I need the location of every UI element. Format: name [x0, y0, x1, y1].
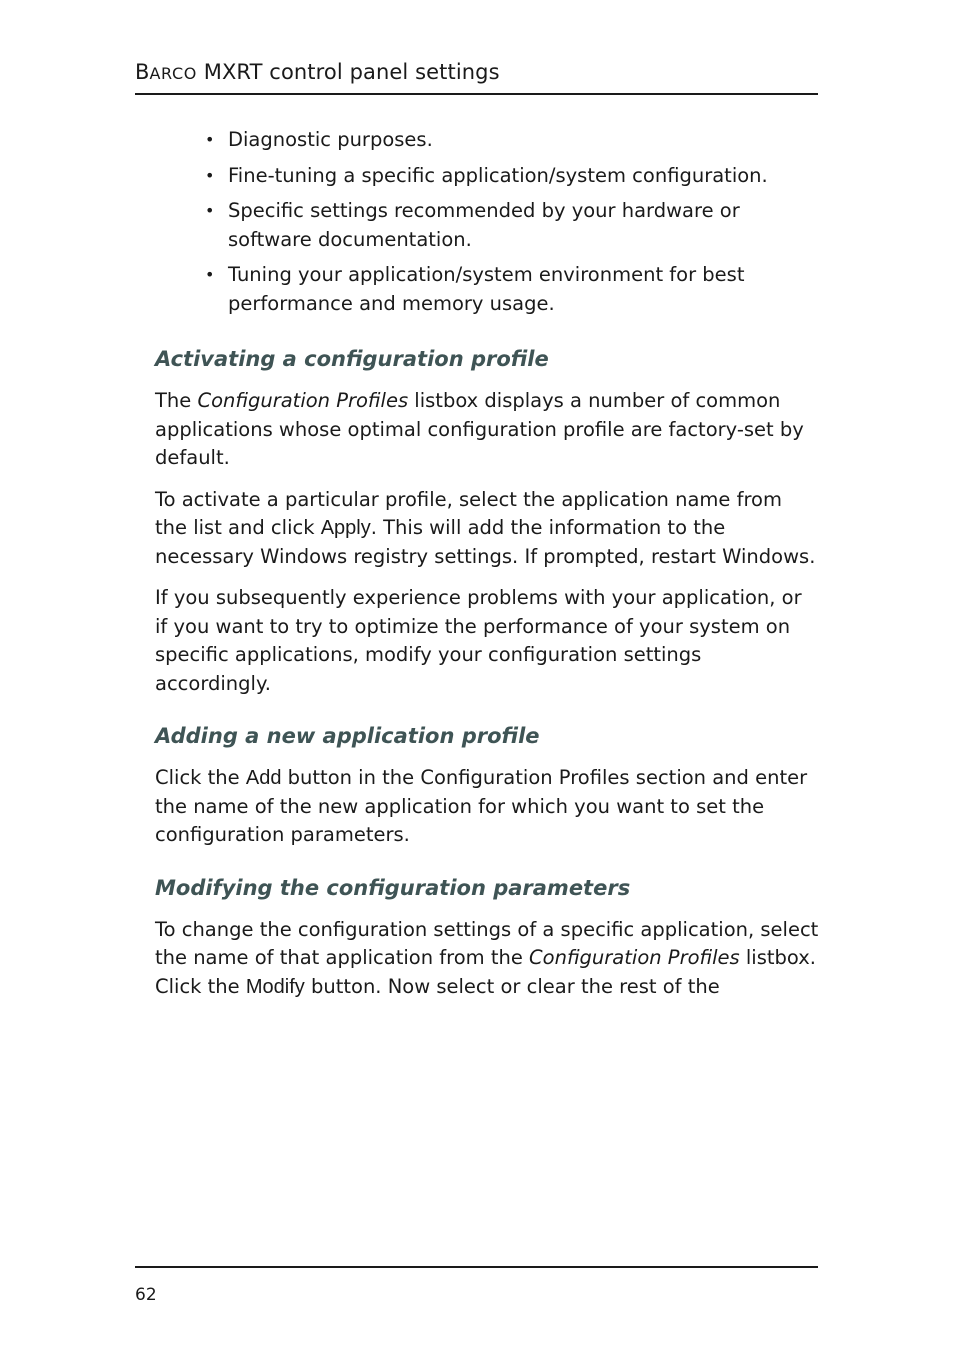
bullet-icon: •: [205, 265, 215, 284]
bullet-list: [205, 126, 825, 325]
brand-small-caps: ARCO: [149, 64, 197, 83]
text-run: button. Now select or clear the rest of the: [304, 974, 720, 998]
section-heading-activating: Activating a configuration profile: [155, 347, 549, 371]
ui-term-apply: Apply: [320, 517, 371, 539]
footer-rule: [135, 1266, 818, 1268]
list-item-text: Diagnostic purposes.: [228, 128, 433, 151]
text-run: . This will add the information to the necessary Windows registry settings. If prompted, restart Windows.: [155, 516, 816, 568]
text-run: Click the: [155, 766, 246, 789]
list-item-text: Tuning your application/system environment for best performance and memory usage.: [228, 263, 745, 315]
text-run: listbox. Click the: [155, 946, 816, 998]
text-run: The: [155, 389, 198, 412]
bullet-icon: •: [205, 165, 215, 185]
page-number: 62: [135, 1285, 157, 1305]
paragraph: If you subsequently experience problems with your application, or if you want to try to optimize the performance of your system on specific applications, modify your configuration settings accordingly.: [155, 586, 802, 695]
emphasis-term: Configuration Profiles: [529, 946, 740, 969]
text-run: To activate a particular profile, select the application name from the list and click: [155, 487, 782, 539]
list-item-text: Fine-tuning a specific application/system configuration.: [228, 163, 768, 187]
emphasis-term: Configuration Profiles: [197, 389, 409, 412]
paragraph: [155, 764, 820, 850]
running-header: [135, 60, 500, 84]
paragraph: [155, 486, 820, 572]
text-run: To change the configuration settings of a specific application, select the name of that application from the: [155, 917, 819, 969]
header-title: MXRT control panel settings: [196, 60, 500, 84]
list-item-text: Specific settings recommended by your hardware or software documentation.: [228, 199, 740, 251]
text-run: button in the Configuration Profiles section and enter the name of the new application for which you want to set the configuration parameters.: [155, 766, 808, 846]
paragraph: [155, 916, 820, 1002]
main-content: [155, 343, 820, 1014]
section-heading-modifying: Modifying the configuration parameters: [155, 875, 631, 900]
ui-term-modify: Modify: [245, 975, 305, 998]
paragraph: [155, 387, 820, 473]
section-heading-adding: Adding a new application profile: [155, 724, 540, 748]
text-run: listbox displays a number of common applications whose optimal configuration profile are factory-set by default.: [155, 389, 804, 469]
list-item: [205, 197, 825, 254]
header-rule: [135, 93, 818, 95]
bullet-icon: •: [205, 130, 215, 149]
bullet-icon: •: [205, 201, 215, 220]
list-item: [205, 162, 825, 191]
ui-term-add: Add: [245, 767, 282, 789]
list-item: [205, 126, 825, 155]
list-item: [205, 261, 825, 318]
brand-initial: B: [135, 60, 150, 84]
